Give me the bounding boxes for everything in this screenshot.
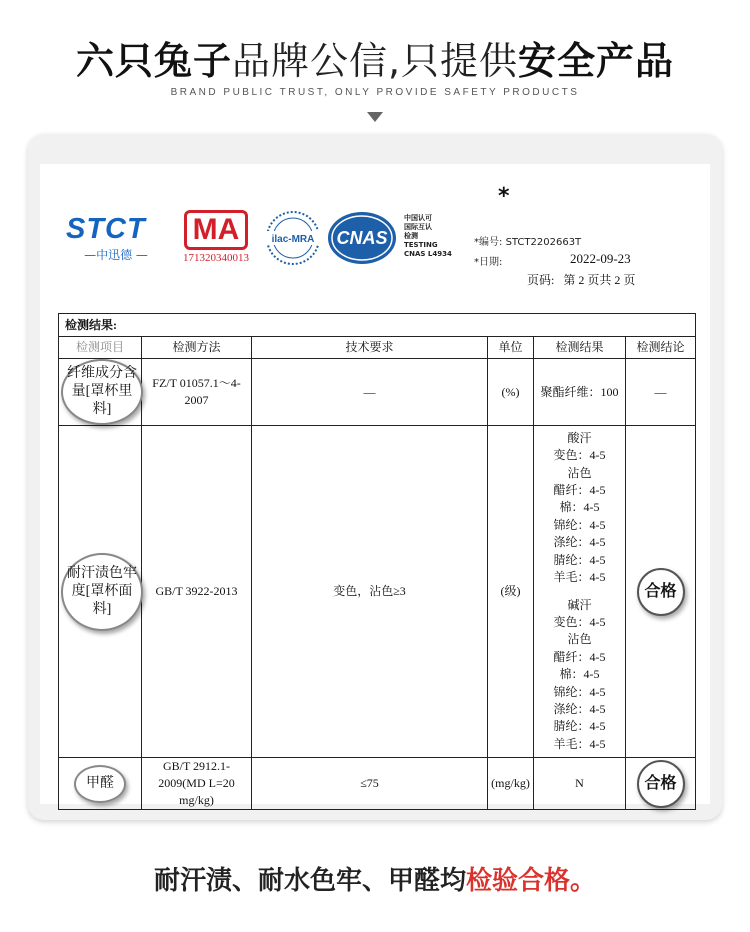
cnas-logo	[326, 210, 398, 270]
result-line: 棉：4-5	[559, 500, 600, 515]
page-value: 第 2 页共 2 页	[563, 273, 636, 287]
cnas-line: TESTING	[404, 241, 438, 249]
report-number-label: *编号:	[474, 237, 503, 248]
ilac-mra-logo	[262, 210, 324, 270]
pass-stamp: 合格	[637, 760, 685, 808]
ma-number: 171320340013	[183, 252, 249, 264]
result-line: 羊毛：4-5	[553, 736, 606, 751]
down-arrow-icon	[367, 112, 383, 122]
header-unit: 单位	[488, 337, 534, 359]
stct-logo-text: STCT	[66, 213, 146, 245]
header-item: 检测项目	[59, 337, 142, 359]
result-line: 沾色	[567, 465, 592, 480]
table-row	[59, 426, 696, 758]
result-line: 腈纶：4-5	[553, 552, 606, 567]
item-cell	[59, 359, 142, 426]
pass-stamp: 合格	[637, 568, 685, 616]
method-cell: GB/T 2912.1-2009(MD L=20 mg/kg)	[142, 758, 252, 810]
table-row	[59, 359, 696, 426]
result-line: 棉：4-5	[559, 667, 600, 682]
conclusion-cell	[626, 758, 696, 810]
report-number	[474, 233, 581, 248]
report-page	[527, 271, 635, 288]
requirement-cell: —	[252, 359, 488, 426]
header-conclusion: 检测结论	[626, 337, 696, 359]
ma-logo	[174, 210, 258, 264]
result-line: 锦纶：4-5	[553, 517, 606, 532]
item-cell	[59, 426, 142, 758]
report-date-label: *日期:	[474, 257, 503, 268]
requirement-cell: 变色，沾色≥3	[252, 426, 488, 758]
page-headline	[0, 30, 750, 85]
headline-end: 安全产品	[518, 39, 675, 83]
ilac-logo-text: ilac-MRA	[271, 234, 315, 245]
ma-logo-text: MA	[184, 210, 249, 250]
result-cell: 聚酯纤维：100	[534, 359, 626, 426]
result-line: 腈纶：4-5	[553, 719, 606, 734]
headline-middle: 品牌公信,只提供	[231, 39, 519, 83]
result-line: 醋纤：4-5	[553, 649, 606, 664]
cnas-line: 国际互认	[404, 223, 432, 231]
sub-headline: BRAND PUBLIC TRUST, ONLY PROVIDE SAFETY PRODUCTS	[170, 87, 580, 98]
header-result: 检测结果	[534, 337, 626, 359]
result-line: 沾色	[567, 632, 592, 647]
result-line: 醋纤：4-5	[553, 483, 606, 498]
method-cell: GB/T 3922-2013	[142, 426, 252, 758]
method-cell: FZ/T 01057.1～4-2007	[142, 359, 252, 426]
result-line	[536, 587, 623, 597]
result-cell: N	[534, 758, 626, 810]
result-line: 变色：4-5	[553, 448, 606, 463]
header-method: 检测方法	[142, 337, 252, 359]
report-number-value: STCT2202663T	[505, 237, 582, 248]
slogan-suffix: 。	[570, 866, 597, 896]
unit-cell: (级)	[488, 426, 534, 758]
result-line: 酸汗	[567, 430, 592, 445]
result-line: 涤纶：4-5	[553, 535, 606, 550]
results-table	[58, 313, 696, 810]
item-cell	[59, 758, 142, 810]
result-line: 锦纶：4-5	[553, 684, 606, 699]
table-header-row	[59, 337, 696, 359]
item-perspiration-fastness: 耐汗渍色牢度[罩杯面料]	[61, 553, 143, 631]
stct-logo-subtext: —中迅德 —	[84, 248, 148, 262]
unit-cell: (%)	[488, 359, 534, 426]
conclusion-cell	[626, 426, 696, 758]
report-date-value: 2022-09-23	[570, 251, 631, 266]
report-star: *	[498, 184, 510, 209]
unit-cell: (mg/kg)	[488, 758, 534, 810]
slogan-highlight: 检验合格	[465, 866, 570, 896]
cnas-logo-text: CNAS	[336, 228, 388, 248]
cnas-line: CNAS L4934	[404, 250, 452, 258]
item-formaldehyde: 甲醛	[74, 765, 126, 803]
cnas-line: 检测	[404, 232, 418, 240]
cnas-accreditation-text	[404, 214, 452, 259]
page-label: 页码:	[527, 273, 555, 287]
result-line: 碱汗	[567, 597, 592, 612]
header-requirement: 技术要求	[252, 337, 488, 359]
bottom-slogan	[0, 860, 750, 897]
conclusion-cell: —	[626, 359, 696, 426]
cnas-line: 中国认可	[404, 214, 432, 222]
table-caption: 检测结果:	[59, 314, 696, 337]
brand-name: 六只兔子	[75, 39, 232, 83]
result-line: 变色：4-5	[553, 614, 606, 629]
slogan-prefix: 耐汗渍、耐水色牢、甲醛均	[153, 866, 466, 896]
result-line: 涤纶：4-5	[553, 701, 606, 716]
stct-logo	[66, 214, 166, 263]
result-cell	[534, 426, 626, 758]
result-line: 羊毛：4-5	[553, 570, 606, 585]
table-row	[59, 758, 696, 810]
item-fiber-content: 纤维成分含量[罩杯里料]	[61, 359, 143, 425]
requirement-cell: ≤75	[252, 758, 488, 810]
